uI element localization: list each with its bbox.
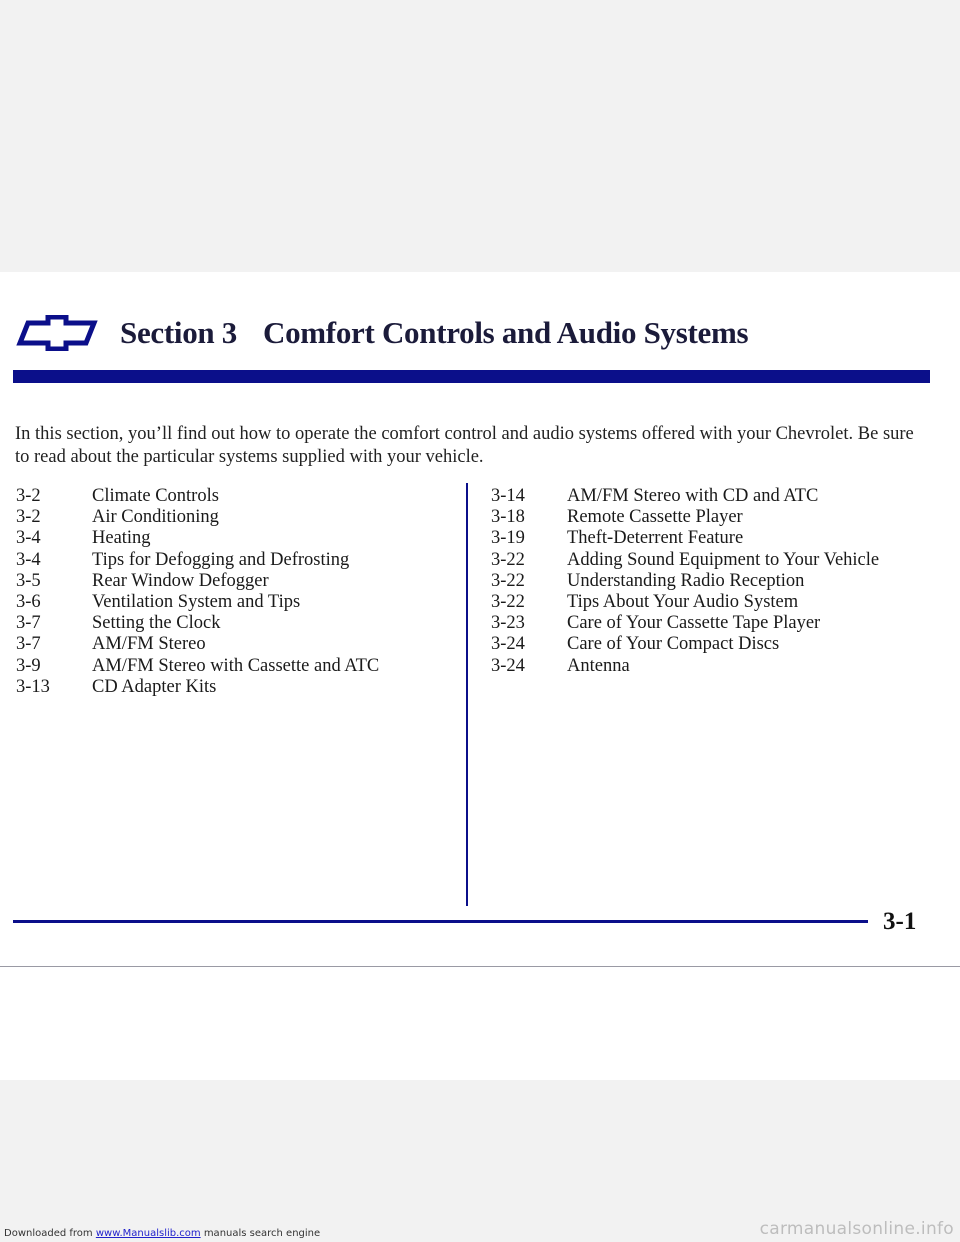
toc-page-number: 3-4 xyxy=(16,528,41,549)
download-credit xyxy=(4,1228,320,1239)
toc-page-number: 3-24 xyxy=(491,634,525,655)
toc-entry-title: Tips for Defogging and Defrosting xyxy=(92,549,350,570)
toc-page-number: 3-6 xyxy=(16,592,41,613)
section-title: Comfort Controls and Audio Systems xyxy=(263,315,749,350)
toc-entry[interactable] xyxy=(491,507,931,528)
toc-entry-title: Theft-Deterrent Feature xyxy=(567,528,744,549)
manualslib-link[interactable]: www.Manualslib.com xyxy=(95,1228,201,1239)
toc-entry-title: Understanding Radio Reception xyxy=(567,570,805,591)
toc-entry-title: Antenna xyxy=(567,655,630,676)
toc-entry[interactable] xyxy=(491,656,931,677)
toc-entry[interactable] xyxy=(16,550,456,571)
page-number: 3-1 xyxy=(883,908,917,935)
toc-entry[interactable] xyxy=(491,634,931,655)
toc-page-number: 3-5 xyxy=(16,570,41,591)
toc-entry[interactable] xyxy=(491,613,931,634)
toc-page-number: 3-22 xyxy=(491,570,525,591)
toc-page-number: 3-23 xyxy=(491,613,525,634)
toc-entry[interactable] xyxy=(16,507,456,528)
toc-entry[interactable] xyxy=(491,486,931,507)
toc-page-number: 3-18 xyxy=(491,507,525,528)
toc-entry-title: Heating xyxy=(92,528,151,549)
toc-entry[interactable] xyxy=(16,528,456,549)
toc-page-number: 3-14 xyxy=(491,486,525,506)
toc-entry-title: AM/FM Stereo with CD and ATC xyxy=(567,486,819,506)
toc-entry-title: Ventilation System and Tips xyxy=(92,592,301,613)
toc-entry[interactable] xyxy=(16,656,456,677)
toc-page-number: 3-24 xyxy=(491,655,525,676)
toc-page-number: 3-9 xyxy=(16,655,41,676)
toc-entry-title: Care of Your Cassette Tape Player xyxy=(567,613,821,634)
toc-right-column xyxy=(491,486,931,677)
toc-page-number: 3-7 xyxy=(16,634,41,655)
toc-entry[interactable] xyxy=(16,592,456,613)
toc-entry-title: Care of Your Compact Discs xyxy=(567,634,780,655)
toc-entry[interactable] xyxy=(16,634,456,655)
toc-entry-title: Setting the Clock xyxy=(92,613,221,634)
toc-page-number: 3-7 xyxy=(16,613,41,634)
toc-page-number: 3-2 xyxy=(16,507,41,528)
toc-entry-title: AM/FM Stereo with Cassette and ATC xyxy=(92,655,380,676)
toc-entry[interactable] xyxy=(491,550,931,571)
chevrolet-bowtie-icon xyxy=(14,315,100,351)
toc-entry-title: Adding Sound Equipment to Your Vehicle xyxy=(567,549,880,570)
toc-entry[interactable] xyxy=(491,592,931,613)
toc-entry-title: Tips About Your Audio System xyxy=(567,592,799,613)
toc-page-number: 3-22 xyxy=(491,549,525,570)
column-divider xyxy=(466,483,468,906)
toc-entry-title: AM/FM Stereo xyxy=(92,634,206,655)
toc-entry[interactable] xyxy=(16,613,456,634)
toc-entry[interactable] xyxy=(16,486,456,507)
footer-rule xyxy=(13,920,868,923)
toc-page-number: 3-22 xyxy=(491,592,525,613)
toc-entry-title: Air Conditioning xyxy=(92,507,219,528)
toc-page-number: 3-19 xyxy=(491,528,525,549)
toc-entry[interactable] xyxy=(16,677,456,698)
section-label: Section 3 xyxy=(120,315,237,350)
toc-page-number: 3-13 xyxy=(16,676,50,697)
download-credit-prefix: Downloaded from xyxy=(4,1228,96,1239)
header-rule xyxy=(13,370,930,383)
toc-entry[interactable] xyxy=(491,571,931,592)
toc-entry[interactable] xyxy=(491,528,931,549)
section-header xyxy=(14,313,914,353)
scan-edge-line xyxy=(0,966,960,967)
toc-page-number: 3-2 xyxy=(16,486,41,506)
toc-page-number: 3-4 xyxy=(16,549,41,570)
toc-entry-title: Rear Window Defogger xyxy=(92,570,269,591)
toc-left-column xyxy=(16,486,456,698)
intro-paragraph: In this section, you’ll find out how to operate the comfort control and audio systems offered with your Chevrolet. Be sure to read about the particular systems supplied with your vehicle. xyxy=(15,424,914,467)
download-credit-suffix: manuals search engine xyxy=(200,1228,321,1239)
toc-entry[interactable] xyxy=(16,571,456,592)
toc-entry-title: Climate Controls xyxy=(92,486,219,506)
site-watermark: carmanualsonline.info xyxy=(759,1219,954,1239)
toc-entry-title: Remote Cassette Player xyxy=(567,507,743,528)
toc-entry-title: CD Adapter Kits xyxy=(92,676,217,697)
